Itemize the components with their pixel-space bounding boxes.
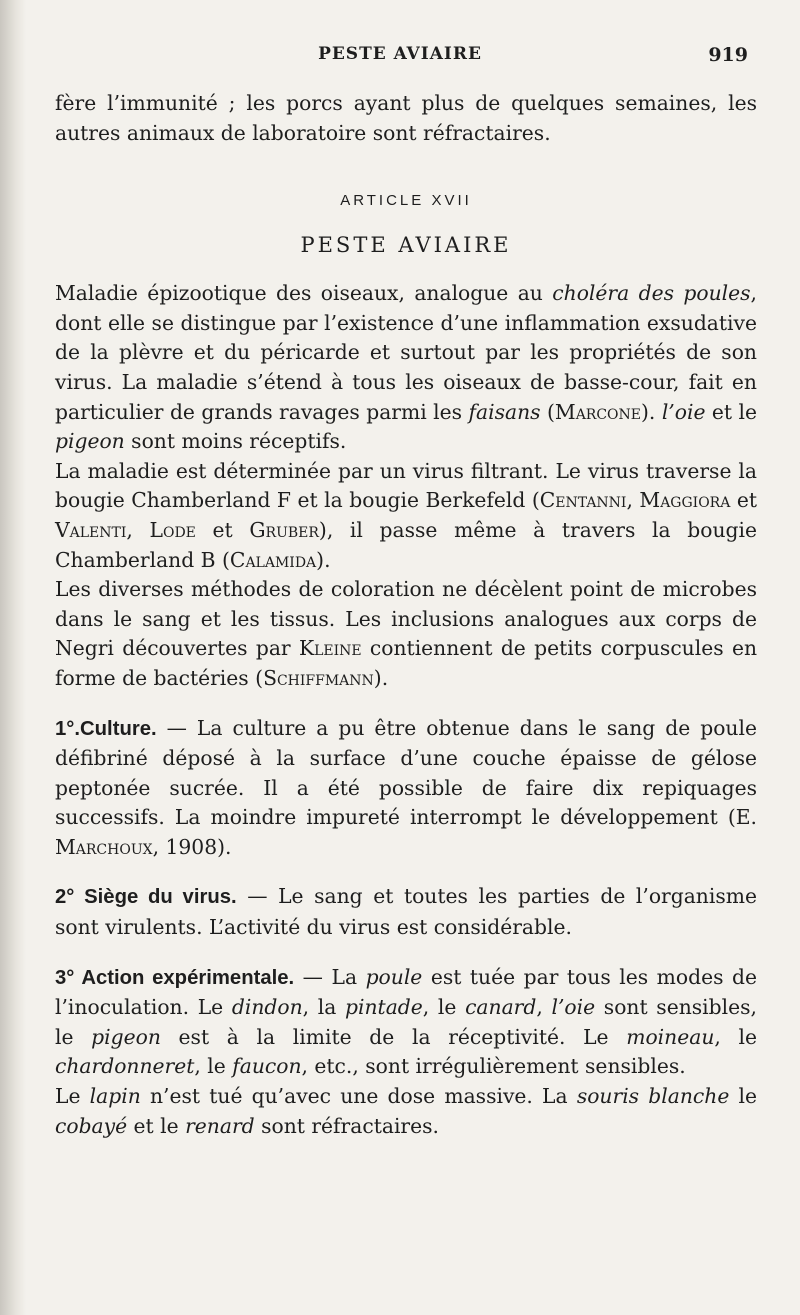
italic-term: poule	[365, 964, 423, 989]
page-header	[0, 44, 800, 74]
intro-line-2: autres animaux de laboratoire sont réfractaires.	[55, 120, 551, 145]
text: ,	[626, 488, 640, 513]
text: et	[195, 517, 250, 542]
text: , 1908).	[152, 834, 232, 859]
article-title: PESTE AVIAIRE	[300, 233, 512, 258]
author-name: Maggiora	[639, 488, 731, 513]
section-culture	[55, 714, 757, 863]
text: et le	[127, 1113, 186, 1138]
intro-line-1: fère l’immunité ; les porcs ayant plus de quelques semaines, les	[55, 91, 757, 115]
author-name: Calamida	[229, 547, 317, 572]
text: Les diverses méthodes de coloration ne décèlent point de microbes dans le sang et les tissus. Les inclusions analogues aux corps de Negri découvertes par	[55, 577, 757, 661]
author-name: Marchoux	[55, 834, 153, 859]
text: ).	[316, 547, 331, 572]
text: le	[729, 1084, 758, 1109]
text: , dont elle se distingue par l’existence d’une inflammation exsudative de la plèvre et du péricarde et surtout par les propriétés de son virus. La maladie s’étend à tous les oiseaux de basse-cour, fait en particulier de grands ravages parmi les	[55, 281, 757, 424]
text: et le	[705, 399, 757, 424]
text: — Le sang et toutes les parties de l’organisme sont virulents. L’activité du virus est considérable.	[55, 884, 757, 940]
text: — La	[294, 964, 366, 989]
italic-term: dindon	[231, 995, 303, 1020]
text: , le	[714, 1024, 757, 1049]
page-number: 919	[708, 44, 748, 66]
italic-term: moineau	[626, 1024, 715, 1049]
italic-term: pintade	[345, 995, 423, 1020]
text: Le	[55, 1084, 90, 1109]
text: Maladie épizootique des oiseaux, analogue au	[55, 281, 553, 306]
text: ,	[536, 995, 552, 1020]
author-name: Lode	[149, 517, 196, 542]
text: contiennent de petits corpuscules en forme de bactéries (	[55, 636, 758, 690]
text: ).	[641, 399, 662, 424]
italic-term: souris blanche	[576, 1084, 730, 1109]
text: est tuée par tous les modes de l’inoculation. Le	[55, 964, 757, 1020]
intro-paragraph	[55, 89, 757, 148]
text: n’est tué qu’avec une dose massive. La	[140, 1084, 577, 1109]
section-siege	[55, 882, 757, 942]
author-name: Gruber	[249, 517, 319, 542]
paragraph-definition	[55, 279, 757, 457]
section-heading: 2° Siège du virus.	[55, 886, 237, 909]
section-heading: 3° Action expérimentale.	[55, 966, 295, 989]
text: sont moins réceptifs.	[124, 429, 347, 454]
text: est à la limite de la réceptivité. Le	[160, 1024, 627, 1049]
italic-term: pigeon	[91, 1024, 161, 1049]
text: sont réfractaires.	[254, 1113, 439, 1138]
page-body	[55, 89, 757, 1141]
paragraph-lapin	[55, 1082, 757, 1141]
text: , le	[194, 1054, 233, 1079]
text: sont sensibles, le	[55, 995, 757, 1049]
italic-term: faisans	[468, 399, 541, 424]
author-name: Schiffmann	[263, 665, 374, 690]
text: ).	[373, 665, 389, 690]
italic-term: cobayé	[55, 1113, 128, 1138]
author-name: Centanni	[539, 488, 627, 513]
author-name: Valenti	[55, 517, 127, 542]
italic-term: pigeon	[55, 429, 125, 454]
text: ), il passe même à travers la bougie Chamberland B (	[55, 517, 757, 572]
text: (	[540, 399, 555, 424]
text: et	[730, 488, 757, 513]
italic-term: choléra des poules	[552, 281, 751, 306]
binding-shadow	[0, 0, 26, 1315]
text: , la	[302, 995, 346, 1020]
text: — La culture a pu être obtenue dans le sang de poule défibriné déposé à la surface d’une couche épaisse de gélose peptonée sucrée. Il a été possible de faire dix repiquages successifs. La moindre impureté interrompt le développement (E.	[55, 715, 757, 830]
running-title: PESTE AVIAIRE	[318, 44, 482, 64]
text: ,	[126, 517, 150, 542]
italic-term: l’oie	[551, 995, 596, 1020]
article-label: ARTICLE XVII	[340, 192, 472, 210]
text: La maladie est déterminée par un virus filtrant. Le virus traverse la bougie Chamberland F et la bougie Berkefeld (	[55, 458, 757, 513]
author-name: Marcone	[554, 399, 641, 424]
paragraph-coloration	[55, 575, 757, 693]
italic-term: l’oie	[661, 399, 706, 424]
italic-term: canard	[465, 995, 537, 1020]
text: , le	[422, 995, 466, 1020]
text: , etc., sont irrégulièrement sensibles.	[301, 1054, 686, 1079]
author-name: Kleine	[298, 636, 362, 661]
paragraph-virus	[55, 457, 757, 575]
italic-term: faucon	[232, 1054, 302, 1079]
italic-term: renard	[185, 1113, 255, 1138]
italic-term: lapin	[89, 1084, 141, 1109]
italic-term: chardonneret	[55, 1054, 195, 1079]
section-heading: 1°.Culture.	[55, 717, 157, 740]
section-action	[55, 963, 757, 1082]
